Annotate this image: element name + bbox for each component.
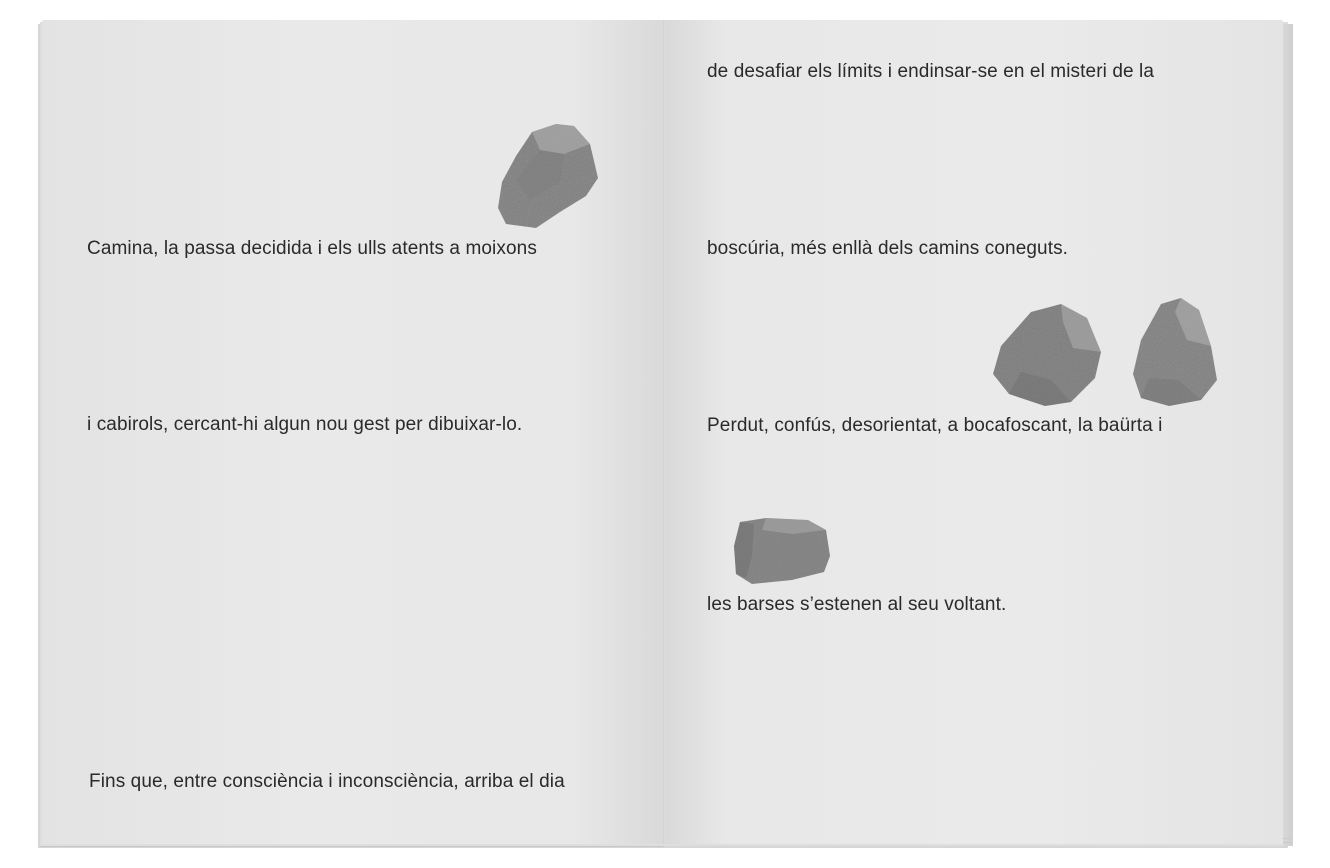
right-page (665, 20, 1283, 844)
text-line: les barses s’estenen al seu voltant. (707, 594, 1007, 615)
text-line: i cabirols, cercant-hi algun nou gest per dibuixar-lo. (87, 414, 523, 435)
text-line: Perdut, confús, desorientat, a bocafoscant, la baürta i (707, 415, 1163, 436)
stone-icon (1131, 296, 1219, 408)
text-line: Camina, la passa decidida i els ulls atents a moixons (87, 238, 537, 259)
text-line: Fins que, entre consciència i inconsciència, arriba el dia (89, 771, 565, 792)
left-page (42, 20, 665, 844)
stone-icon (494, 120, 604, 232)
stone-icon (732, 516, 834, 586)
text-line: boscúria, més enllà dels camins coneguts. (707, 238, 1069, 259)
page-stack-edge-right (1283, 24, 1293, 846)
page-edge-line (40, 846, 664, 847)
text-line: de desafiar els límits i endinsar-se en el misteri de la (707, 61, 1155, 82)
stone-icon (991, 302, 1105, 408)
